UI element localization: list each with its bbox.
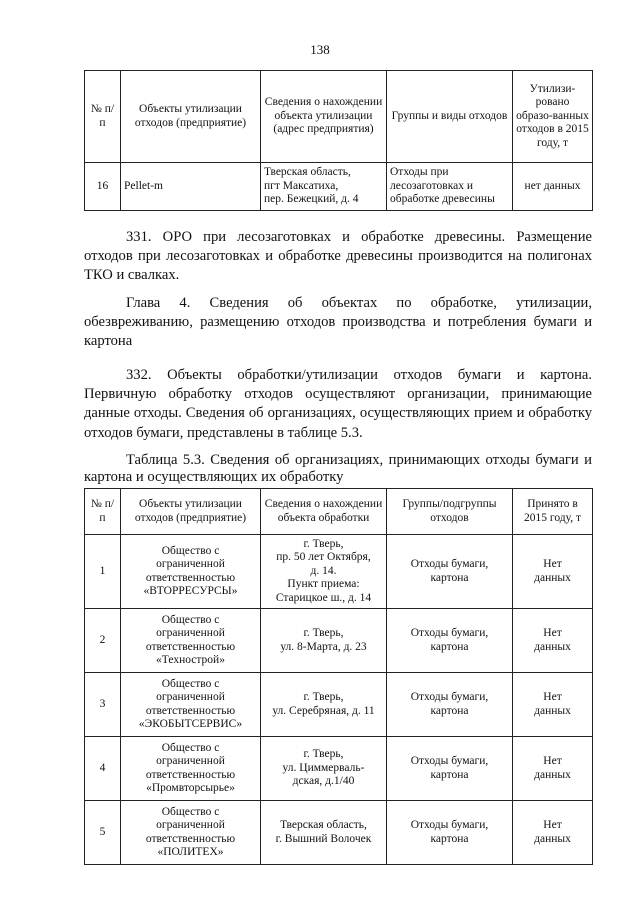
chapter-4-heading: Глава 4. Сведения об объектах по обработке, утилизации, обезвреживанию, размещению отходов производства и потребления бумаги и картона [84, 295, 592, 350]
row-address: Тверская область, г. Вышний Волочек [261, 801, 387, 865]
table-row [85, 535, 593, 609]
header-amount: Утилизи-ровано образо-ванных отходов в 2015 году, т [513, 71, 593, 163]
row-group: Отходы бумаги, картона [387, 609, 513, 673]
row-group: Отходы бумаги, картона [387, 737, 513, 801]
row-group: Отходы бумаги, картона [387, 535, 513, 609]
header-address: Сведения о нахождении объекта обработки [261, 489, 387, 535]
header-amount: Принято в 2015 году, т [513, 489, 593, 535]
row-organization: Общество с ограниченной ответственностью «ВТОРРЕСУРСЫ» [121, 535, 261, 609]
header-object: Объекты утилизации отходов (предприятие) [121, 489, 261, 535]
header-object: Объекты утилизации отходов (предприятие) [121, 71, 261, 163]
row-amount: Нет данных [513, 535, 593, 609]
header-address: Сведения о нахождении объекта утилизации (адрес предприятия) [261, 71, 387, 163]
table-header-row [85, 489, 593, 535]
table-row [85, 737, 593, 801]
row-amount: Нет данных [513, 673, 593, 737]
paper-waste-organizations-table [84, 488, 593, 865]
row-address: г. Тверь, ул. 8-Марта, д. 23 [261, 609, 387, 673]
row-address: Тверская область, пгт Максатиха, пер. Бежецкий, д. 4 [261, 163, 387, 211]
row-number: 1 [85, 535, 121, 609]
row-amount: Нет данных [513, 737, 593, 801]
table-row [85, 673, 593, 737]
table-row [85, 801, 593, 865]
row-address: г. Тверь, ул. Серебряная, д. 11 [261, 673, 387, 737]
header-number: № п/п [85, 489, 121, 535]
row-number: 3 [85, 673, 121, 737]
page-number: 138 [310, 42, 330, 57]
row-amount: Нет данных [513, 801, 593, 865]
header-number: № п/п [85, 71, 121, 163]
row-number: 2 [85, 609, 121, 673]
row-group: Отходы при лесозаготовках и обработке древесины [387, 163, 513, 211]
table-header-row [85, 71, 593, 163]
row-organization: Общество с ограниченной ответственностью «ЭКОБЫТСЕРВИС» [121, 673, 261, 737]
header-group: Группы и виды отходов [387, 71, 513, 163]
row-organization: Общество с ограниченной ответственностью «ПОЛИТЕХ» [121, 801, 261, 865]
row-address: г. Тверь, пр. 50 лет Октября, д. 14. Пункт приема: Старицкое ш., д. 14 [261, 535, 387, 609]
row-address: г. Тверь, ул. Циммерваль- дская, д.1/40 [261, 737, 387, 801]
header-group: Группы/подгруппы отходов [387, 489, 513, 535]
row-number: 16 [85, 163, 121, 211]
waste-utilization-table-fragment [84, 70, 593, 211]
table-row [85, 609, 593, 673]
row-object: Pellet-m [121, 163, 261, 211]
row-amount: Нет данных [513, 609, 593, 673]
paragraph-332: 332. Объекты обработки/утилизации отходов бумаги и картона. Первичную обработку отходов осуществляют организации, принимающие данные отходы. Сведения об организациях, осуществляющих прием и обработку отходов бумаги, представлены в таблице 5.3. [84, 367, 592, 441]
table-row [85, 163, 593, 211]
row-group: Отходы бумаги, картона [387, 673, 513, 737]
row-organization: Общество с ограниченной ответственностью «Промвторсырье» [121, 737, 261, 801]
paragraph-331: 331. ОРО при лесозаготовках и обработке древесины. Размещение отходов при лесозаготовках и обработке древесины производится на полигонах ТКО и свалках. [84, 229, 592, 284]
row-number: 5 [85, 801, 121, 865]
row-amount: нет данных [513, 163, 593, 211]
row-number: 4 [85, 737, 121, 801]
row-organization: Общество с ограниченной ответственностью «Технострой» [121, 609, 261, 673]
row-group: Отходы бумаги, картона [387, 801, 513, 865]
table-5-3-caption: Таблица 5.3. Сведения об организациях, принимающих отходы бумаги и картона и осуществляющих их обработку [84, 452, 592, 485]
